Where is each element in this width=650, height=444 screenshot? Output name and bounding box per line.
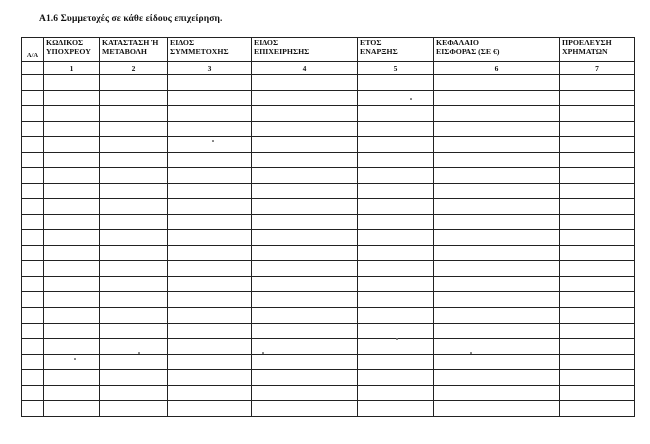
table-cell-business_type <box>252 245 358 261</box>
table-body <box>22 75 635 417</box>
table-cell-capital <box>434 245 560 261</box>
table-row <box>22 245 635 261</box>
table-cell-status <box>100 385 168 401</box>
table-cell-aa <box>22 261 44 277</box>
table-cell-participation_type <box>168 183 252 199</box>
table-cell-start_year <box>358 245 434 261</box>
table-row <box>22 214 635 230</box>
table-cell-participation_type <box>168 106 252 122</box>
table-row <box>22 323 635 339</box>
table-row <box>22 168 635 184</box>
table-cell-code <box>44 90 100 106</box>
table-cell-source <box>560 261 635 277</box>
table-cell-capital <box>434 323 560 339</box>
table-row <box>22 137 635 153</box>
table-cell-business_type <box>252 370 358 386</box>
table-cell-business_type <box>252 307 358 323</box>
table-cell-start_year <box>358 307 434 323</box>
table-cell-participation_type <box>168 307 252 323</box>
table-cell-status <box>100 401 168 417</box>
table-cell-participation_type <box>168 75 252 91</box>
table-cell-aa <box>22 183 44 199</box>
table-cell-participation_type <box>168 230 252 246</box>
table-cell-aa <box>22 137 44 153</box>
table-row <box>22 183 635 199</box>
header-business-type: ΕΙΔΟΣ ΕΠΙΧΕΙΡΗΣΗΣ <box>252 38 358 62</box>
table-cell-participation_type <box>168 261 252 277</box>
table-cell-code <box>44 137 100 153</box>
table-cell-business_type <box>252 276 358 292</box>
table-cell-source <box>560 214 635 230</box>
header-participation-type: ΕΙΔΟΣ ΣΥΜΜΕΤΟΧΗΣ <box>168 38 252 62</box>
table-cell-aa <box>22 276 44 292</box>
table-cell-participation_type <box>168 152 252 168</box>
table-cell-source <box>560 401 635 417</box>
table-cell-aa <box>22 307 44 323</box>
table-cell-status <box>100 137 168 153</box>
table-cell-source <box>560 339 635 355</box>
table-cell-code <box>44 245 100 261</box>
table-cell-aa <box>22 214 44 230</box>
table-cell-code <box>44 152 100 168</box>
table-cell-business_type <box>252 261 358 277</box>
scan-speck <box>262 352 264 354</box>
table-cell-code <box>44 168 100 184</box>
table-cell-business_type <box>252 168 358 184</box>
table-cell-source <box>560 152 635 168</box>
table-cell-participation_type <box>168 354 252 370</box>
table-cell-code <box>44 106 100 122</box>
header-row <box>22 38 635 62</box>
table-cell-start_year <box>358 106 434 122</box>
table-cell-code <box>44 370 100 386</box>
header-source: ΠΡΟΕΛΕΥΣΗ ΧΡΗΜΑΤΩΝ <box>560 38 635 62</box>
table-cell-start_year <box>358 401 434 417</box>
table-cell-participation_type <box>168 401 252 417</box>
scan-speck <box>74 358 76 360</box>
table-cell-start_year <box>358 121 434 137</box>
table-cell-source <box>560 354 635 370</box>
table-cell-status <box>100 354 168 370</box>
table-cell-participation_type <box>168 370 252 386</box>
table-cell-source <box>560 121 635 137</box>
table-cell-business_type <box>252 137 358 153</box>
table-cell-start_year <box>358 261 434 277</box>
table-cell-participation_type <box>168 90 252 106</box>
table-cell-start_year <box>358 214 434 230</box>
table-cell-capital <box>434 152 560 168</box>
table-cell-status <box>100 292 168 308</box>
table-cell-start_year <box>358 152 434 168</box>
table-cell-status <box>100 245 168 261</box>
table-cell-business_type <box>252 385 358 401</box>
table-cell-status <box>100 75 168 91</box>
table-cell-start_year <box>358 137 434 153</box>
table-cell-code <box>44 354 100 370</box>
table-cell-business_type <box>252 230 358 246</box>
table-cell-start_year <box>358 168 434 184</box>
table-cell-business_type <box>252 75 358 91</box>
table-cell-capital <box>434 75 560 91</box>
table-cell-status <box>100 370 168 386</box>
table-cell-start_year <box>358 292 434 308</box>
table-cell-start_year <box>358 323 434 339</box>
table-cell-code <box>44 292 100 308</box>
table-cell-business_type <box>252 354 358 370</box>
table-cell-source <box>560 75 635 91</box>
table-cell-participation_type <box>168 168 252 184</box>
table-cell-status <box>100 152 168 168</box>
table-cell-participation_type <box>168 199 252 215</box>
column-number-4: 4 <box>252 62 358 75</box>
table-cell-aa <box>22 401 44 417</box>
table-cell-code <box>44 276 100 292</box>
table-cell-source <box>560 106 635 122</box>
table-cell-start_year <box>358 370 434 386</box>
column-number-aa <box>22 62 44 75</box>
table-cell-capital <box>434 261 560 277</box>
table-cell-aa <box>22 370 44 386</box>
header-start-year: ΕΤΟΣ ΕΝΑΡΞΗΣ <box>358 38 434 62</box>
table-cell-code <box>44 183 100 199</box>
table-cell-code <box>44 401 100 417</box>
table-cell-source <box>560 292 635 308</box>
table-row <box>22 230 635 246</box>
table-cell-status <box>100 230 168 246</box>
table-cell-capital <box>434 121 560 137</box>
table-row <box>22 90 635 106</box>
table-cell-start_year <box>358 199 434 215</box>
table-cell-source <box>560 137 635 153</box>
table-cell-participation_type <box>168 385 252 401</box>
table-cell-status <box>100 106 168 122</box>
table-cell-capital <box>434 90 560 106</box>
table-cell-status <box>100 199 168 215</box>
column-number-5: 5 <box>358 62 434 75</box>
table-row <box>22 292 635 308</box>
column-number-2: 2 <box>100 62 168 75</box>
table-cell-source <box>560 245 635 261</box>
table-cell-capital <box>434 183 560 199</box>
scan-speck <box>470 352 472 354</box>
table-cell-business_type <box>252 339 358 355</box>
table-cell-capital <box>434 385 560 401</box>
table-cell-business_type <box>252 183 358 199</box>
table-cell-business_type <box>252 199 358 215</box>
table-cell-aa <box>22 90 44 106</box>
table-cell-code <box>44 339 100 355</box>
table-cell-code <box>44 121 100 137</box>
table-cell-business_type <box>252 292 358 308</box>
table-row <box>22 199 635 215</box>
scan-speck <box>396 338 398 340</box>
header-capital: ΚΕΦΑΛΑΙΟ ΕΙΣΦΟΡΑΣ (ΣΕ €) <box>434 38 560 62</box>
table-row <box>22 307 635 323</box>
table-cell-capital <box>434 307 560 323</box>
table-row <box>22 401 635 417</box>
table-row <box>22 354 635 370</box>
column-number-1: 1 <box>44 62 100 75</box>
table-cell-start_year <box>358 75 434 91</box>
table-cell-capital <box>434 106 560 122</box>
table-cell-start_year <box>358 276 434 292</box>
table-cell-status <box>100 90 168 106</box>
table-cell-code <box>44 323 100 339</box>
table-cell-capital <box>434 137 560 153</box>
table-cell-aa <box>22 168 44 184</box>
table-cell-aa <box>22 354 44 370</box>
table-cell-code <box>44 261 100 277</box>
table-cell-participation_type <box>168 137 252 153</box>
table-cell-aa <box>22 230 44 246</box>
table-cell-source <box>560 323 635 339</box>
table-cell-source <box>560 183 635 199</box>
participations-table <box>21 37 635 417</box>
table-cell-status <box>100 307 168 323</box>
table-cell-source <box>560 307 635 323</box>
table-row <box>22 339 635 355</box>
table-cell-status <box>100 261 168 277</box>
table-cell-business_type <box>252 106 358 122</box>
table-row <box>22 261 635 277</box>
table-cell-aa <box>22 385 44 401</box>
table-cell-source <box>560 90 635 106</box>
table-cell-code <box>44 385 100 401</box>
scan-speck <box>410 98 412 100</box>
table-cell-status <box>100 121 168 137</box>
table-cell-business_type <box>252 90 358 106</box>
table-cell-start_year <box>358 385 434 401</box>
table-cell-start_year <box>358 230 434 246</box>
table-cell-business_type <box>252 401 358 417</box>
table-row <box>22 106 635 122</box>
table-cell-capital <box>434 339 560 355</box>
table-row <box>22 385 635 401</box>
table-cell-aa <box>22 152 44 168</box>
column-number-7: 7 <box>560 62 635 75</box>
table-cell-start_year <box>358 339 434 355</box>
table-cell-aa <box>22 339 44 355</box>
table-cell-capital <box>434 214 560 230</box>
table-cell-aa <box>22 245 44 261</box>
table-cell-status <box>100 168 168 184</box>
table-cell-business_type <box>252 323 358 339</box>
table-cell-participation_type <box>168 276 252 292</box>
table-cell-source <box>560 230 635 246</box>
table-cell-capital <box>434 370 560 386</box>
table-cell-participation_type <box>168 214 252 230</box>
scan-speck <box>138 352 140 354</box>
table-cell-source <box>560 385 635 401</box>
header-status: ΚΑΤΑΣΤΑΣΗ Ή ΜΕΤΑΒΟΛΗ <box>100 38 168 62</box>
table-cell-source <box>560 370 635 386</box>
table-cell-aa <box>22 323 44 339</box>
header-aa: Α/Α <box>22 38 44 62</box>
table-cell-capital <box>434 354 560 370</box>
table-cell-business_type <box>252 121 358 137</box>
table-cell-code <box>44 75 100 91</box>
section-heading: Α1.6 Συμμετοχές σε κάθε είδους επιχείρηση. <box>39 14 223 24</box>
table-cell-aa <box>22 75 44 91</box>
table-row <box>22 121 635 137</box>
table-cell-code <box>44 307 100 323</box>
table-cell-source <box>560 199 635 215</box>
table-cell-participation_type <box>168 121 252 137</box>
table-cell-business_type <box>252 152 358 168</box>
table-cell-capital <box>434 230 560 246</box>
table-cell-capital <box>434 199 560 215</box>
table-cell-aa <box>22 199 44 215</box>
table-row <box>22 276 635 292</box>
table-cell-status <box>100 323 168 339</box>
table-cell-start_year <box>358 183 434 199</box>
table-cell-participation_type <box>168 339 252 355</box>
table-cell-business_type <box>252 214 358 230</box>
table-cell-capital <box>434 292 560 308</box>
column-number-row <box>22 62 635 75</box>
table-cell-capital <box>434 401 560 417</box>
table-cell-code <box>44 214 100 230</box>
table-cell-capital <box>434 168 560 184</box>
table-cell-aa <box>22 121 44 137</box>
table-cell-participation_type <box>168 245 252 261</box>
table-cell-status <box>100 276 168 292</box>
table-cell-start_year <box>358 354 434 370</box>
table-cell-participation_type <box>168 292 252 308</box>
table-cell-status <box>100 339 168 355</box>
table-cell-source <box>560 276 635 292</box>
table-cell-aa <box>22 106 44 122</box>
table-cell-start_year <box>358 90 434 106</box>
table-cell-participation_type <box>168 323 252 339</box>
table-cell-code <box>44 199 100 215</box>
column-number-6: 6 <box>434 62 560 75</box>
column-number-3: 3 <box>168 62 252 75</box>
table-row <box>22 152 635 168</box>
table-cell-status <box>100 183 168 199</box>
scan-speck <box>212 140 214 142</box>
header-code: ΚΩΔΙΚΟΣ ΥΠΟΧΡΕΟΥ <box>44 38 100 62</box>
table-cell-source <box>560 168 635 184</box>
table-row <box>22 75 635 91</box>
table-cell-capital <box>434 276 560 292</box>
table-row <box>22 370 635 386</box>
table-cell-code <box>44 230 100 246</box>
table-cell-status <box>100 214 168 230</box>
table-cell-aa <box>22 292 44 308</box>
